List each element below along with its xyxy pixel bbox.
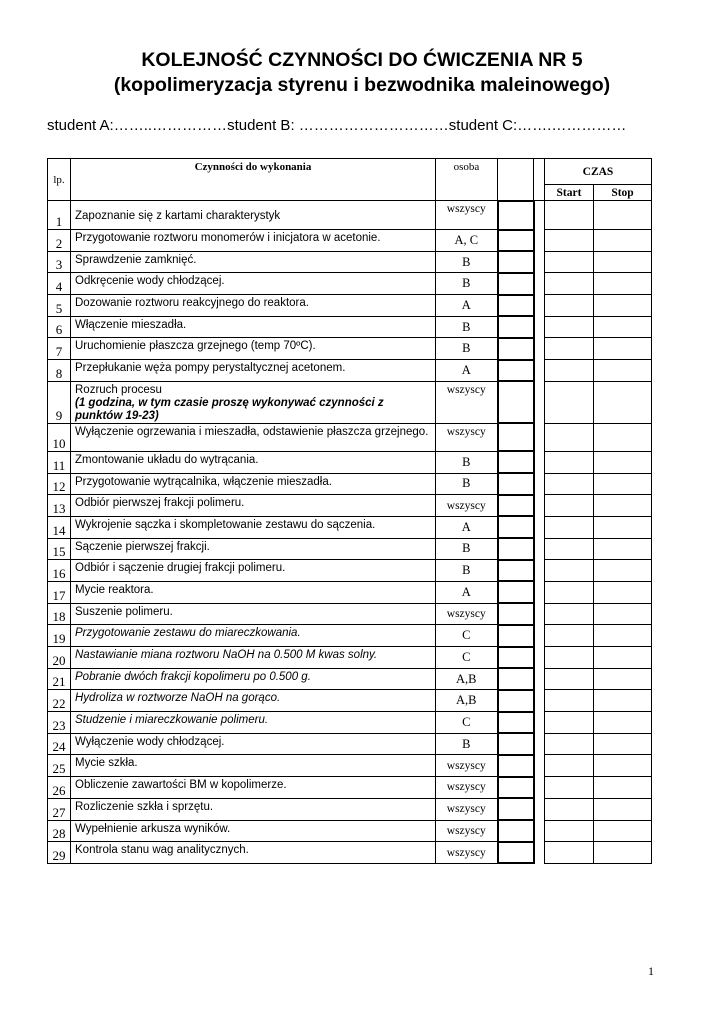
row-person: B (436, 538, 498, 560)
row-start-cell[interactable] (545, 316, 594, 338)
row-stop-cell[interactable] (594, 647, 652, 669)
row-action-text: Kontrola stanu wag analitycznych. (75, 844, 249, 857)
row-number: 25 (48, 755, 71, 777)
row-person: B (436, 560, 498, 582)
row-number: 24 (48, 733, 71, 755)
row-action (71, 423, 436, 451)
table-row (48, 647, 652, 669)
row-start-cell[interactable] (545, 295, 594, 317)
row-person: wszyscy (436, 820, 498, 842)
row-action-text: Suszenie polimeru. (75, 605, 173, 618)
row-gap (534, 560, 545, 582)
row-gap (534, 495, 545, 517)
row-gap (534, 516, 545, 538)
row-check-box[interactable] (498, 251, 534, 273)
row-stop-cell[interactable] (594, 668, 652, 690)
row-start-cell[interactable] (545, 360, 594, 382)
row-person: wszyscy (436, 842, 498, 864)
table-row (48, 230, 652, 252)
row-action-note: (1 godzina, w tym czasie proszę wykonywać czynności z punktów 19-23) (75, 396, 384, 422)
row-person: B (436, 251, 498, 273)
row-person: wszyscy (436, 777, 498, 799)
header-start: Start (545, 185, 594, 201)
header-time: CZAS (545, 159, 652, 185)
row-action-text: Rozliczenie szkła i sprzętu. (75, 800, 214, 813)
table-row (48, 581, 652, 603)
header-lp: lp. (48, 159, 71, 201)
row-gap (534, 842, 545, 864)
row-gap (534, 625, 545, 647)
table-row (48, 495, 652, 517)
row-check-box[interactable] (498, 733, 534, 755)
row-number: 9 (48, 381, 71, 423)
row-start-cell[interactable] (545, 495, 594, 517)
row-check-box[interactable] (498, 560, 534, 582)
row-action (71, 251, 436, 273)
row-start-cell[interactable] (545, 201, 594, 230)
row-gap (534, 451, 545, 473)
row-check-box[interactable] (498, 451, 534, 473)
row-start-cell[interactable] (545, 603, 594, 625)
header-action: Czynności do wykonania (71, 159, 436, 201)
row-start-cell[interactable] (545, 338, 594, 360)
row-check-box[interactable] (498, 647, 534, 669)
table-row (48, 603, 652, 625)
row-gap (534, 668, 545, 690)
table-row (48, 473, 652, 495)
row-stop-cell[interactable] (594, 625, 652, 647)
table-row (48, 295, 652, 317)
row-stop-cell[interactable] (594, 690, 652, 712)
row-stop-cell[interactable] (594, 733, 652, 755)
row-start-cell[interactable] (545, 230, 594, 252)
row-start-cell[interactable] (545, 755, 594, 777)
row-action-text: Wykrojenie sączka i skompletowanie zestawu do sączenia. (75, 518, 376, 531)
row-check-box[interactable] (498, 423, 534, 451)
row-start-cell[interactable] (545, 251, 594, 273)
row-number: 26 (48, 777, 71, 799)
table-row (48, 690, 652, 712)
row-start-cell[interactable] (545, 381, 594, 423)
row-gap (534, 820, 545, 842)
row-check-box[interactable] (498, 516, 534, 538)
row-check-box[interactable] (498, 295, 534, 317)
row-gap (534, 273, 545, 295)
row-action-text: Mycie reaktora. (75, 583, 154, 596)
row-person: C (436, 625, 498, 647)
row-stop-cell[interactable] (594, 295, 652, 317)
row-start-cell[interactable] (545, 581, 594, 603)
row-action-text: Zapoznanie się z kartami charakterystyk (75, 209, 281, 222)
row-action-text: Uruchomienie płaszcza grzejnego (temp 70ºC). (75, 340, 316, 353)
row-action (71, 273, 436, 295)
row-check-box[interactable] (498, 538, 534, 560)
row-start-cell[interactable] (545, 668, 594, 690)
row-stop-cell[interactable] (594, 603, 652, 625)
header-check (498, 159, 534, 201)
row-stop-cell[interactable] (594, 251, 652, 273)
row-start-cell[interactable] (545, 647, 594, 669)
row-check-box[interactable] (498, 338, 534, 360)
row-stop-cell[interactable] (594, 777, 652, 799)
row-action-text: Zmontowanie układu do wytrącania. (75, 453, 259, 466)
table-row (48, 201, 652, 230)
row-person: A, C (436, 230, 498, 252)
row-start-cell[interactable] (545, 733, 594, 755)
row-gap (534, 360, 545, 382)
row-action-text: Przepłukanie węża pompy perystaltycznej acetonem. (75, 362, 346, 375)
row-number: 22 (48, 690, 71, 712)
row-check-box[interactable] (498, 581, 534, 603)
row-check-box[interactable] (498, 625, 534, 647)
table-row (48, 842, 652, 864)
row-stop-cell[interactable] (594, 201, 652, 230)
row-number: 17 (48, 581, 71, 603)
row-action-text: Wypełnienie arkusza wyników. (75, 822, 231, 835)
row-start-cell[interactable] (545, 625, 594, 647)
row-stop-cell[interactable] (594, 820, 652, 842)
row-action-text: Mycie szkła. (75, 757, 138, 770)
row-action (71, 230, 436, 252)
row-check-box[interactable] (498, 201, 534, 230)
row-action-text: Odkręcenie wody chłodzącej. (75, 275, 225, 288)
row-person: A,B (436, 690, 498, 712)
row-number: 13 (48, 495, 71, 517)
row-action (71, 755, 436, 777)
row-action-text: Wyłączenie wody chłodzącej. (75, 735, 225, 748)
row-stop-cell[interactable] (594, 316, 652, 338)
row-stop-cell[interactable] (594, 798, 652, 820)
row-gap (534, 603, 545, 625)
row-action (71, 777, 436, 799)
row-gap (534, 338, 545, 360)
row-gap (534, 712, 545, 734)
row-person: wszyscy (436, 381, 498, 423)
row-action-text: Odbiór pierwszej frakcji polimeru. (75, 497, 245, 510)
student-a-field[interactable]: student A:……..…………… (47, 117, 228, 134)
row-stop-cell[interactable] (594, 538, 652, 560)
row-check-box[interactable] (498, 690, 534, 712)
row-check-box[interactable] (498, 473, 534, 495)
row-action-text: Hydroliza w roztworze NaOH na gorąco. (75, 692, 281, 705)
row-check-box[interactable] (498, 360, 534, 382)
row-action (71, 451, 436, 473)
row-check-box[interactable] (498, 230, 534, 252)
row-check-box[interactable] (498, 755, 534, 777)
row-number: 2 (48, 230, 71, 252)
row-person: B (436, 338, 498, 360)
row-action-text: Wyłączenie ogrzewania i mieszadła, odstawienie płaszcza grzejnego. (75, 425, 429, 438)
table-row (48, 798, 652, 820)
row-number: 16 (48, 560, 71, 582)
row-action (71, 201, 436, 230)
table-row (48, 538, 652, 560)
row-person: B (436, 733, 498, 755)
row-stop-cell[interactable] (594, 560, 652, 582)
row-number: 14 (48, 516, 71, 538)
row-start-cell[interactable] (545, 798, 594, 820)
row-gap (534, 755, 545, 777)
row-stop-cell[interactable] (594, 360, 652, 382)
row-person: wszyscy (436, 201, 498, 230)
row-action-text: Nastawianie miana roztworu NaOH na 0.500 M kwas solny. (75, 649, 378, 661)
row-action (71, 690, 436, 712)
row-start-cell[interactable] (545, 273, 594, 295)
header-person: osoba (436, 159, 498, 201)
row-gap (534, 581, 545, 603)
row-action (71, 603, 436, 625)
row-check-box[interactable] (498, 668, 534, 690)
row-number: 20 (48, 647, 71, 669)
table-row (48, 560, 652, 582)
row-number: 10 (48, 423, 71, 451)
row-action (71, 798, 436, 820)
row-action (71, 581, 436, 603)
row-action-text: Przygotowanie zestawu do miareczkowania. (75, 627, 301, 640)
row-action (71, 560, 436, 582)
row-number: 3 (48, 251, 71, 273)
row-action (71, 647, 436, 669)
row-check-box[interactable] (498, 777, 534, 799)
row-stop-cell[interactable] (594, 842, 652, 864)
row-action (71, 316, 436, 338)
row-number: 4 (48, 273, 71, 295)
row-stop-cell[interactable] (594, 230, 652, 252)
document-subtitle: (kopolimeryzacja styrenu i bezwodnika maleinowego) (113, 74, 611, 96)
table-row (48, 273, 652, 295)
row-action-text: Odbiór i sączenie drugiej frakcji polimeru. (75, 562, 286, 575)
row-number: 7 (48, 338, 71, 360)
row-action (71, 360, 436, 382)
row-stop-cell[interactable] (594, 581, 652, 603)
row-person: A (436, 360, 498, 382)
table-row (48, 712, 652, 734)
table-row (48, 451, 652, 473)
table-row (48, 516, 652, 538)
row-start-cell[interactable] (545, 560, 594, 582)
row-person: A (436, 516, 498, 538)
row-check-box[interactable] (498, 495, 534, 517)
row-number: 15 (48, 538, 71, 560)
row-action (71, 473, 436, 495)
row-person: A,B (436, 668, 498, 690)
row-gap (534, 316, 545, 338)
row-action-text: Studzenie i miareczkowanie polimeru. (75, 714, 269, 727)
row-action-text: Sączenie pierwszej frakcji. (75, 540, 210, 553)
row-person: B (436, 316, 498, 338)
row-number: 29 (48, 842, 71, 864)
row-stop-cell[interactable] (594, 755, 652, 777)
header-gap (534, 159, 545, 201)
row-stop-cell[interactable] (594, 495, 652, 517)
header-stop: Stop (594, 185, 652, 201)
table-row (48, 755, 652, 777)
row-check-box[interactable] (498, 842, 534, 864)
row-gap (534, 251, 545, 273)
row-number: 21 (48, 668, 71, 690)
row-number: 11 (48, 451, 71, 473)
row-action-text: Przygotowanie wytrącalnika, włączenie mieszadła. (75, 475, 332, 488)
row-start-cell[interactable] (545, 451, 594, 473)
row-person: wszyscy (436, 495, 498, 517)
row-person: wszyscy (436, 798, 498, 820)
row-number: 19 (48, 625, 71, 647)
row-stop-cell[interactable] (594, 423, 652, 451)
row-gap (534, 473, 545, 495)
table-row (48, 423, 652, 451)
row-check-box[interactable] (498, 798, 534, 820)
row-gap (534, 798, 545, 820)
row-gap (534, 201, 545, 230)
table-row (48, 777, 652, 799)
row-number: 8 (48, 360, 71, 382)
row-gap (534, 538, 545, 560)
row-number: 1 (48, 201, 71, 230)
row-person: A (436, 581, 498, 603)
row-check-box[interactable] (498, 712, 534, 734)
student-b-field[interactable]: student B: ………………………… (227, 117, 449, 134)
row-start-cell[interactable] (545, 842, 594, 864)
row-stop-cell[interactable] (594, 473, 652, 495)
row-number: 28 (48, 820, 71, 842)
table-row (48, 338, 652, 360)
row-gap (534, 381, 545, 423)
table-row (48, 381, 652, 423)
row-person: B (436, 473, 498, 495)
row-start-cell[interactable] (545, 820, 594, 842)
row-action (71, 516, 436, 538)
row-person: wszyscy (436, 755, 498, 777)
table-row (48, 668, 652, 690)
row-gap (534, 647, 545, 669)
row-person: wszyscy (436, 603, 498, 625)
row-action-text: Sprawdzenie zamknięć. (75, 253, 197, 266)
row-action (71, 668, 436, 690)
row-action-text: Przygotowanie roztworu monomerów i inicjatora w acetonie. (75, 232, 381, 244)
row-action-text: Dozowanie roztworu reakcyjnego do reaktora. (75, 297, 309, 310)
row-action (71, 338, 436, 360)
table-row (48, 820, 652, 842)
student-line (47, 117, 626, 135)
row-stop-cell[interactable] (594, 516, 652, 538)
row-check-box[interactable] (498, 603, 534, 625)
table-row (48, 360, 652, 382)
row-start-cell[interactable] (545, 473, 594, 495)
row-action-text: Włączenie mieszadła. (75, 318, 187, 331)
row-person: B (436, 451, 498, 473)
row-stop-cell[interactable] (594, 451, 652, 473)
row-stop-cell[interactable] (594, 712, 652, 734)
row-start-cell[interactable] (545, 538, 594, 560)
table-row (48, 625, 652, 647)
row-action (71, 820, 436, 842)
row-number: 27 (48, 798, 71, 820)
row-gap (534, 295, 545, 317)
row-person: A (436, 295, 498, 317)
row-check-box[interactable] (498, 273, 534, 295)
row-gap (534, 733, 545, 755)
table-row (48, 251, 652, 273)
row-action (71, 712, 436, 734)
row-start-cell[interactable] (545, 777, 594, 799)
row-start-cell[interactable] (545, 423, 594, 451)
row-number: 23 (48, 712, 71, 734)
task-table (47, 158, 652, 864)
row-action (71, 733, 436, 755)
row-person: C (436, 712, 498, 734)
student-c-field[interactable]: student C:…….…………… (448, 117, 627, 134)
row-start-cell[interactable] (545, 516, 594, 538)
row-person: B (436, 273, 498, 295)
row-gap (534, 423, 545, 451)
row-action (71, 538, 436, 560)
row-person: C (436, 647, 498, 669)
row-person: wszyscy (436, 423, 498, 451)
document-title: KOLEJNOŚĆ CZYNNOŚCI DO ĆWICZENIA NR 5 (141, 49, 583, 71)
row-start-cell[interactable] (545, 712, 594, 734)
row-gap (534, 690, 545, 712)
table-row (48, 316, 652, 338)
table-row (48, 733, 652, 755)
row-check-box[interactable] (498, 820, 534, 842)
row-gap (534, 777, 545, 799)
row-action (71, 625, 436, 647)
row-action (71, 842, 436, 864)
page-number: 1 (648, 964, 654, 978)
row-action-text: Obliczenie zawartości BM w kopolimerze. (75, 779, 287, 792)
row-number: 18 (48, 603, 71, 625)
row-action (71, 295, 436, 317)
row-check-box[interactable] (498, 381, 534, 423)
row-number: 12 (48, 473, 71, 495)
row-action-text: Pobranie dwóch frakcji kopolimeru po 0.500 g. (75, 670, 311, 683)
row-number: 5 (48, 295, 71, 317)
row-stop-cell[interactable] (594, 338, 652, 360)
row-action-text: Rozruch procesu (75, 383, 162, 396)
row-start-cell[interactable] (545, 690, 594, 712)
row-action (71, 495, 436, 517)
row-action (71, 381, 436, 423)
row-check-box[interactable] (498, 316, 534, 338)
row-gap (534, 230, 545, 252)
row-stop-cell[interactable] (594, 273, 652, 295)
row-stop-cell[interactable] (594, 381, 652, 423)
row-number: 6 (48, 316, 71, 338)
